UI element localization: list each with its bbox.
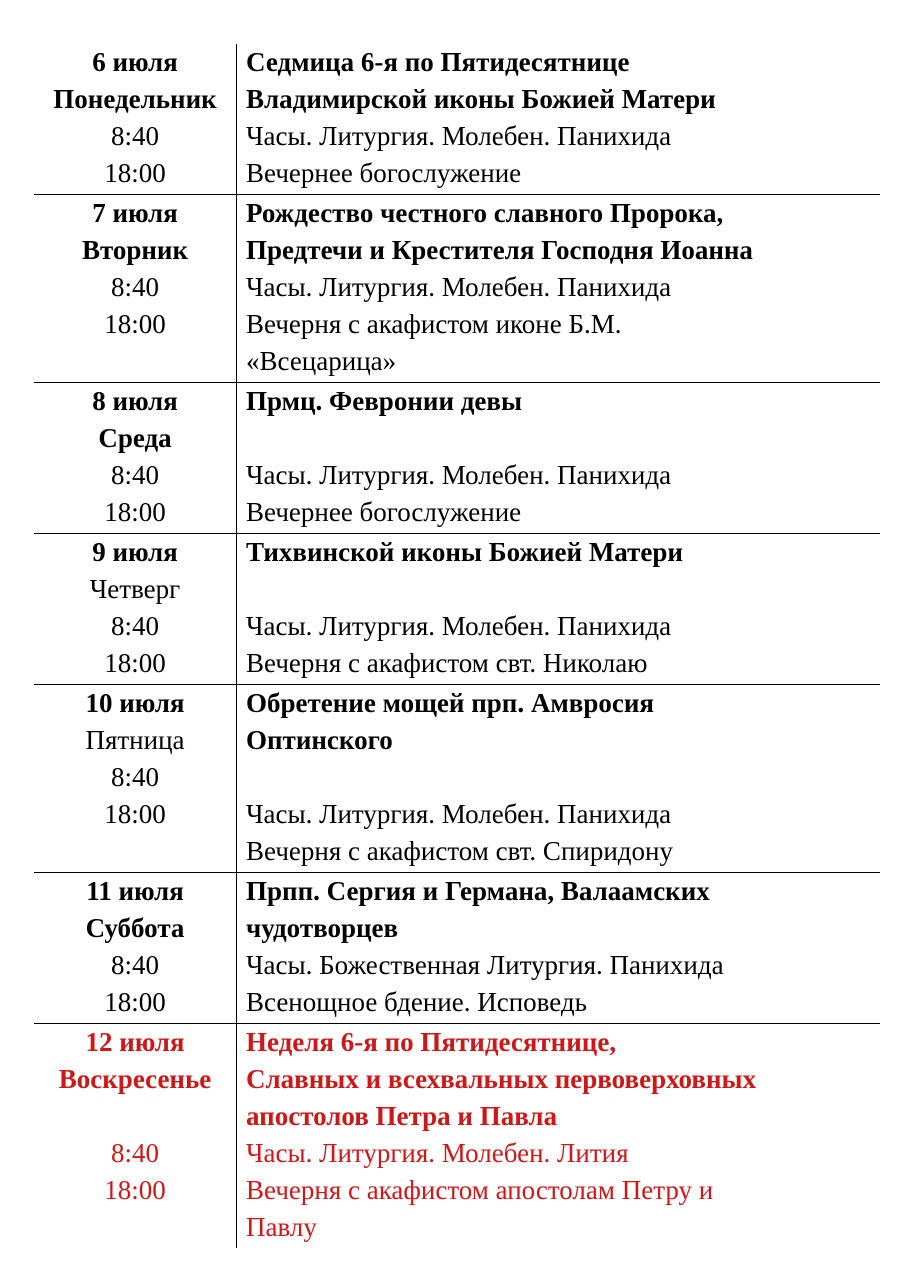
service-item: Вечерня с акафистом свт. Николаю	[246, 648, 648, 678]
day-date: 12 июля	[85, 1027, 185, 1057]
service-item: Вечерня с акафистом свт. Спиридону	[246, 836, 673, 866]
spacer	[34, 1098, 236, 1135]
day-date: 11 июля	[86, 876, 184, 906]
feast-title: Прмц. Февронии девы	[246, 386, 523, 416]
feast-title: Тихвинской иконы Божией Матери	[246, 537, 683, 567]
day-row	[34, 195, 880, 383]
service-item: Вечерня с акафистом апостолам Петру и	[246, 1175, 714, 1205]
service-item: Часы. Литургия. Молебен. Панихида	[246, 272, 672, 302]
service-time: 8:40	[110, 1138, 159, 1168]
day-row	[34, 383, 880, 534]
service-time: 18:00	[104, 309, 166, 339]
day-weekday: Понедельник	[53, 84, 217, 114]
spacer	[246, 420, 880, 457]
service-time: 8:40	[110, 121, 159, 151]
service-time: 8:40	[110, 460, 159, 490]
service-item: Часы. Литургия. Молебен. Панихида	[246, 460, 672, 490]
feast-title: Прпп. Сергия и Германа, Валаамских	[246, 876, 710, 906]
service-time: 8:40	[110, 611, 159, 641]
service-time: 18:00	[104, 648, 166, 678]
service-time: 8:40	[110, 950, 159, 980]
service-item: Павлу	[246, 1212, 317, 1242]
day-weekday: Четверг	[89, 574, 181, 604]
day-date-column	[34, 1024, 237, 1248]
day-date-column	[34, 873, 237, 1023]
service-time: 18:00	[104, 158, 166, 188]
day-date-column	[34, 44, 237, 194]
service-item: Всенощное бдение. Исповедь	[246, 987, 587, 1017]
day-row	[34, 44, 880, 195]
day-weekday: Воскресенье	[58, 1064, 212, 1094]
day-row	[34, 873, 880, 1024]
service-item: Часы. Божественная Литургия. Панихида	[246, 950, 724, 980]
day-date: 8 июля	[92, 386, 178, 416]
feast-title: Обретение мощей прп. Амвросия	[246, 688, 654, 718]
service-time: 18:00	[104, 987, 166, 1017]
feast-title: Владимирской иконы Божией Матери	[246, 84, 716, 114]
day-services-column	[237, 383, 880, 533]
service-item: Часы. Литургия. Молебен. Панихида	[246, 611, 672, 641]
feast-title: Седмица 6-я по Пятидесятнице	[246, 47, 630, 77]
day-row	[34, 1024, 880, 1248]
day-row	[34, 534, 880, 685]
day-services-column	[237, 195, 880, 382]
service-time: 18:00	[104, 497, 166, 527]
service-item: Часы. Литургия. Молебен. Панихида	[246, 799, 672, 829]
spacer	[246, 571, 880, 608]
service-item: Часы. Литургия. Молебен. Панихида	[246, 121, 672, 151]
service-item: Вечернее богослужение	[246, 497, 522, 527]
service-item: Вечернее богослужение	[246, 158, 522, 188]
day-date: 9 июля	[92, 537, 178, 567]
day-weekday: Вторник	[81, 235, 189, 265]
day-services-column	[237, 685, 880, 872]
day-date-column	[34, 685, 237, 872]
day-date: 7 июля	[92, 198, 178, 228]
feast-title: Предтечи и Крестителя Господня Иоанна	[246, 235, 753, 265]
day-services-column	[237, 873, 880, 1023]
service-item: Вечерня с акафистом иконе Б.М.	[246, 309, 622, 339]
feast-title: апостолов Петра и Павла	[246, 1101, 558, 1131]
feast-title: Оптинского	[246, 725, 393, 755]
day-services-column	[237, 44, 880, 194]
day-row	[34, 685, 880, 873]
day-services-column	[237, 1024, 880, 1248]
day-weekday: Среда	[98, 423, 172, 453]
day-date-column	[34, 195, 237, 382]
spacer	[246, 759, 880, 796]
service-item: «Всецарица»	[246, 346, 397, 376]
day-date: 10 июля	[85, 688, 185, 718]
feast-title: Неделя 6-я по Пятидесятнице,	[246, 1027, 617, 1057]
service-item: Часы. Литургия. Молебен. Лития	[246, 1138, 629, 1168]
service-time: 18:00	[104, 799, 166, 829]
day-services-column	[237, 534, 880, 684]
day-weekday: Суббота	[85, 913, 185, 943]
day-date-column	[34, 383, 237, 533]
schedule-table	[34, 44, 880, 1248]
feast-title: Славных и всехвальных первоверховных	[246, 1064, 757, 1094]
day-date-column	[34, 534, 237, 684]
feast-title: Рождество честного славного Пророка,	[246, 198, 724, 228]
service-time: 8:40	[110, 762, 159, 792]
feast-title: чудотворцев	[246, 913, 399, 943]
service-time: 8:40	[110, 272, 159, 302]
service-time: 18:00	[104, 1175, 166, 1205]
day-date: 6 июля	[92, 47, 178, 77]
day-weekday: Пятница	[85, 725, 185, 755]
